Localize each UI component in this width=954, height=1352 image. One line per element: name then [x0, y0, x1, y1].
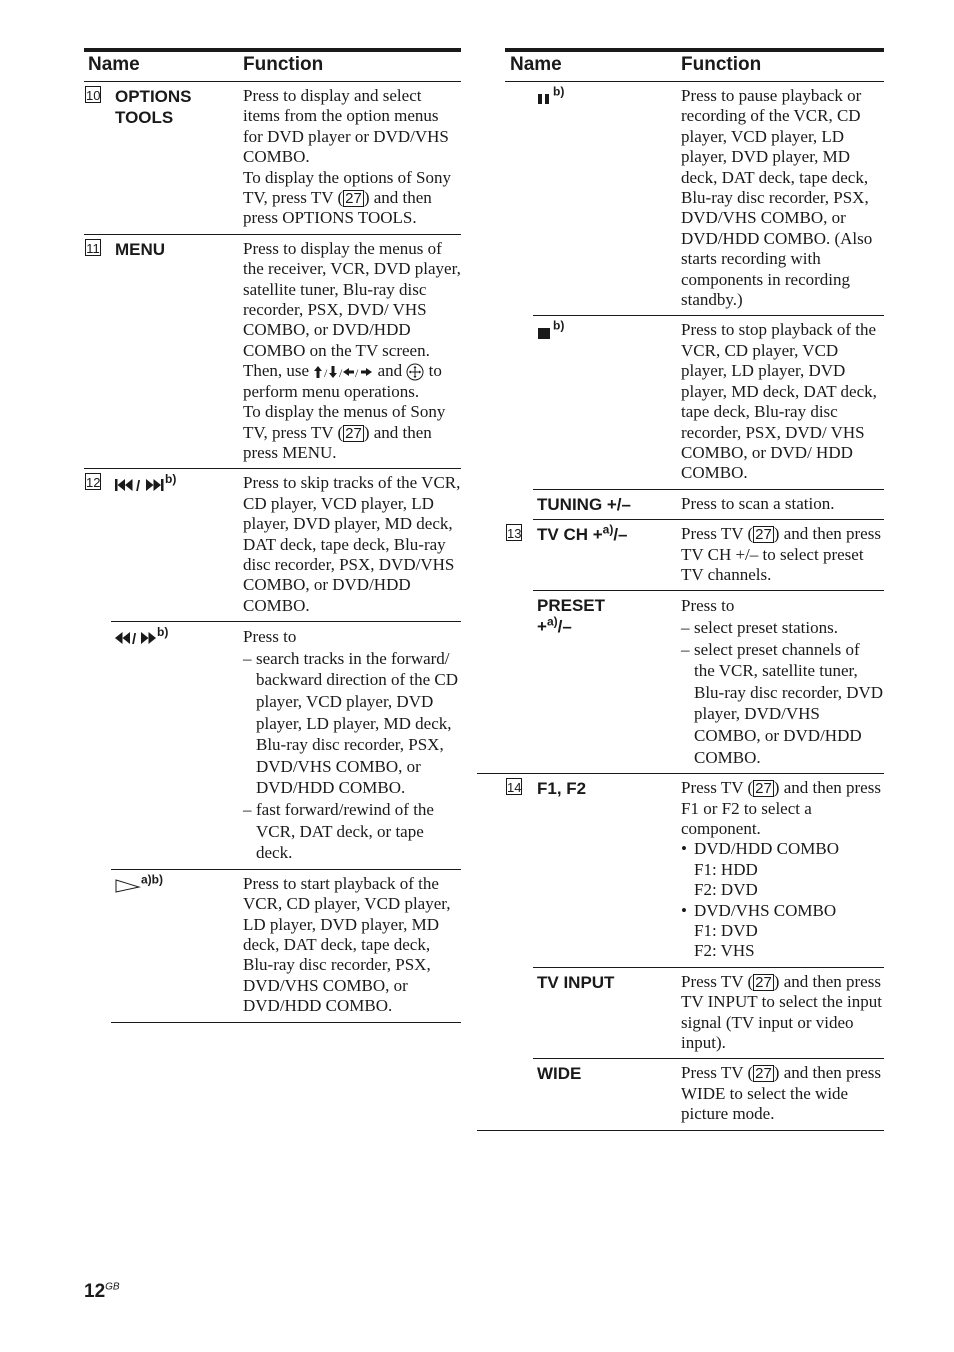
- header-function: Function: [243, 54, 324, 75]
- table-header: [84, 48, 461, 82]
- text: ) and then press TV INPUT to select the input signal (TV input or video input).: [681, 971, 882, 1052]
- table-header: [505, 48, 884, 82]
- row-tv-input: [533, 968, 884, 1060]
- button-name: [115, 626, 181, 647]
- page-number: [84, 1281, 120, 1303]
- text: Press to display the menus of the receiver, VCR, DVD player, satellite tuner, Blu-ray disc recorder, PSX, DVD/ VHS COMBO, or DVD/HDD COMBO on the TV screen. Then, use: [243, 238, 461, 381]
- play-icon: [115, 877, 141, 893]
- row-number: 13: [507, 526, 522, 542]
- row-pause: [533, 82, 884, 316]
- sub-line: F2: VHS: [694, 941, 755, 961]
- ref-27-box: 27: [755, 780, 772, 798]
- stop-icon: [537, 325, 553, 339]
- right-table: [505, 48, 884, 1131]
- text: ) and then press F1 or F2 to select a component.: [681, 778, 881, 838]
- bullet-item: • DVD/HDD COMBO: [681, 839, 839, 859]
- name-line: [537, 616, 605, 637]
- row-tuning: [533, 490, 884, 520]
- row-search: [111, 622, 461, 870]
- button-name: [537, 595, 605, 637]
- text: Press TV (: [681, 1063, 754, 1083]
- text: search tracks in the forward/ backward direction of the CD player, VCD player, DVD player, LD player, MD deck, Blu-ray disc recorder, PSX, DVD/VHS COMBO, or DVD/HDD COMBO.: [256, 648, 459, 798]
- header-function: Function: [681, 54, 762, 75]
- button-name: [537, 86, 564, 107]
- row-number: 12: [86, 475, 101, 491]
- skip-prev-next-icon: [115, 477, 191, 493]
- pause-icon: [537, 91, 553, 105]
- svg-text:/: /: [136, 477, 141, 493]
- text: and: [377, 361, 403, 381]
- row-menu: [84, 235, 461, 469]
- row-number: 14: [507, 780, 522, 796]
- button-name: [115, 86, 192, 128]
- button-name: MENU: [115, 239, 166, 259]
- enter-icon: [406, 363, 424, 381]
- svg-text:/: /: [339, 366, 343, 380]
- function-text: Press to stop playback of the VCR, CD player, VCD player, LD player, DVD player, MD deck, DAT deck, tape deck, Blu-ray disc recorder, PSX, DVD/ VHS COMBO, or DVD/ HDD COMBO.: [681, 320, 877, 483]
- text: /–: [613, 525, 628, 545]
- function-text: [243, 622, 461, 869]
- text: fast forward/rewind of the VCR, DAT deck, or tape deck.: [256, 799, 434, 863]
- page-suffix: GB: [105, 1281, 120, 1293]
- footnote-mark: a): [602, 522, 614, 537]
- row-number: 11: [86, 240, 100, 256]
- row-tv-ch: [507, 520, 884, 591]
- text: To display the menus of Sony TV, press TV (: [243, 402, 446, 442]
- text: to perform menu operations.: [243, 361, 442, 401]
- svg-text:/: /: [355, 366, 359, 380]
- function-text: [681, 1059, 884, 1129]
- sub-line: F1: HDD: [694, 859, 758, 879]
- ref-27-box: 27: [755, 526, 772, 544]
- button-name: [115, 473, 191, 494]
- row-options-tools: [84, 82, 461, 235]
- ref-27-box: 27: [755, 1065, 772, 1083]
- page-number-value: 12: [84, 1281, 106, 1302]
- function-para: [243, 239, 461, 402]
- left-table: [84, 48, 461, 1023]
- name-line: OPTIONS: [115, 87, 192, 106]
- footnote-mark: a): [546, 614, 558, 629]
- function-para: [681, 778, 884, 839]
- row-number: 10: [86, 88, 101, 103]
- rewind-forward-icon: [115, 630, 181, 646]
- row-stop: [533, 316, 884, 489]
- function-text: Press to start playback of the VCR, CD player, VCD player, LD player, DVD player, MD deck, DAT deck, tape deck, Blu-ray disc recorder, PSX, DVD/VHS COMBO, or DVD/HDD COMBO.: [243, 873, 451, 1016]
- ref-27-box: 27: [345, 424, 362, 442]
- text: select preset stations.: [694, 617, 838, 637]
- row-preset: [477, 591, 884, 774]
- function-text: [243, 235, 461, 468]
- function-para: [243, 168, 461, 229]
- text: ) and then press MENU.: [243, 422, 432, 462]
- header-name: Name: [510, 54, 562, 75]
- function-para: Press to: [681, 596, 735, 616]
- svg-text:/: /: [132, 630, 137, 646]
- function-text: [681, 520, 884, 590]
- sub-line: F1: DVD: [694, 920, 758, 940]
- dash-item: – select preset channels of the VCR, satellite tuner, Blu-ray disc recorder, DVD player, DVD/VHS COMBO, or DVD/HDD COMBO.: [681, 639, 884, 767]
- footnote-mark: b): [157, 624, 169, 639]
- button-name: [537, 320, 564, 341]
- text: ) and then press TV CH +/– to select preset TV channels.: [681, 524, 881, 584]
- ref-27-box: 27: [345, 190, 362, 208]
- name-line: TOOLS: [115, 108, 174, 127]
- function-text: Press to scan a station.: [681, 493, 835, 513]
- button-name: TV INPUT: [537, 972, 615, 992]
- name-line: PRESET: [537, 596, 606, 616]
- button-name: F1, F2: [537, 779, 587, 799]
- function-para: Press to: [243, 627, 297, 647]
- text: Press TV (: [681, 524, 754, 544]
- footnote-mark: b): [553, 318, 565, 333]
- text: Press TV (: [681, 778, 754, 798]
- footnote-mark: b): [165, 471, 177, 486]
- row-wide: [477, 1059, 884, 1130]
- button-name: [537, 524, 628, 545]
- footnote-mark: b): [553, 84, 565, 99]
- row-f1-f2: [507, 774, 884, 968]
- text: +: [537, 617, 547, 637]
- dash-item: – search tracks in the forward/ backward direction of the CD player, VCD player, DVD player, LD player, MD deck, Blu-ray disc recorder, PSX, DVD/VHS COMBO, or DVD/HDD COMBO.: [243, 648, 459, 798]
- text: /–: [557, 617, 572, 637]
- bullet-item: • DVD/VHS COMBO: [681, 900, 837, 920]
- function-text: Press to pause playback or recording of the VCR, CD player, VCD player, LD player, DVD player, MD deck, DAT deck, tape deck, Blu-ray disc recorder, PSX, DVD/VHS COMBO, or DVD/HDD COMBO. (Also starts recording with components in recording standby.): [681, 86, 873, 310]
- dash-item: – select preset stations.: [681, 617, 838, 637]
- function-text: Press to skip tracks of the VCR, CD player, VCD player, LD player, DVD player, MD deck, DAT deck, tape deck, Blu-ray disc recorder, PSX, DVD/VHS COMBO, or DVD/HDD COMBO.: [243, 473, 461, 615]
- ref-27-box: 27: [755, 973, 772, 991]
- sub-line: F2: DVD: [694, 880, 758, 900]
- button-name: WIDE: [537, 1064, 582, 1084]
- text: TV CH +: [537, 525, 603, 545]
- function-text: [243, 82, 461, 234]
- footnote-mark: a)b): [141, 872, 163, 887]
- arrow-keys-icon: [313, 365, 373, 379]
- svg-text:/: /: [324, 366, 328, 380]
- text: ) and then press WIDE to select the wide picture mode.: [681, 1063, 881, 1124]
- button-name: TUNING +/–: [537, 494, 631, 514]
- function-para: [243, 402, 461, 463]
- text: ) and then press OPTIONS TOOLS.: [243, 188, 432, 228]
- text: Press TV (: [681, 971, 754, 991]
- function-text: [681, 591, 884, 773]
- dash-item: – fast forward/rewind of the VCR, DAT deck, or tape deck.: [243, 799, 434, 863]
- button-name: [115, 874, 163, 895]
- row-skip: [86, 469, 461, 622]
- function-para: Press to display and select items from the option menus for DVD player or DVD/VHS COMBO.: [243, 86, 449, 167]
- header-name: Name: [88, 54, 140, 75]
- text: DVD/HDD COMBO: [694, 839, 839, 859]
- row-play: [111, 870, 461, 1023]
- function-text: [681, 968, 884, 1059]
- text: DVD/VHS COMBO: [694, 900, 837, 920]
- text: To display the options of Sony TV, press TV (: [243, 167, 452, 208]
- text: select preset channels of the VCR, satellite tuner, Blu-ray disc recorder, DVD player, DVD/VHS COMBO, or DVD/HDD COMBO.: [694, 639, 884, 767]
- function-text: [681, 774, 884, 967]
